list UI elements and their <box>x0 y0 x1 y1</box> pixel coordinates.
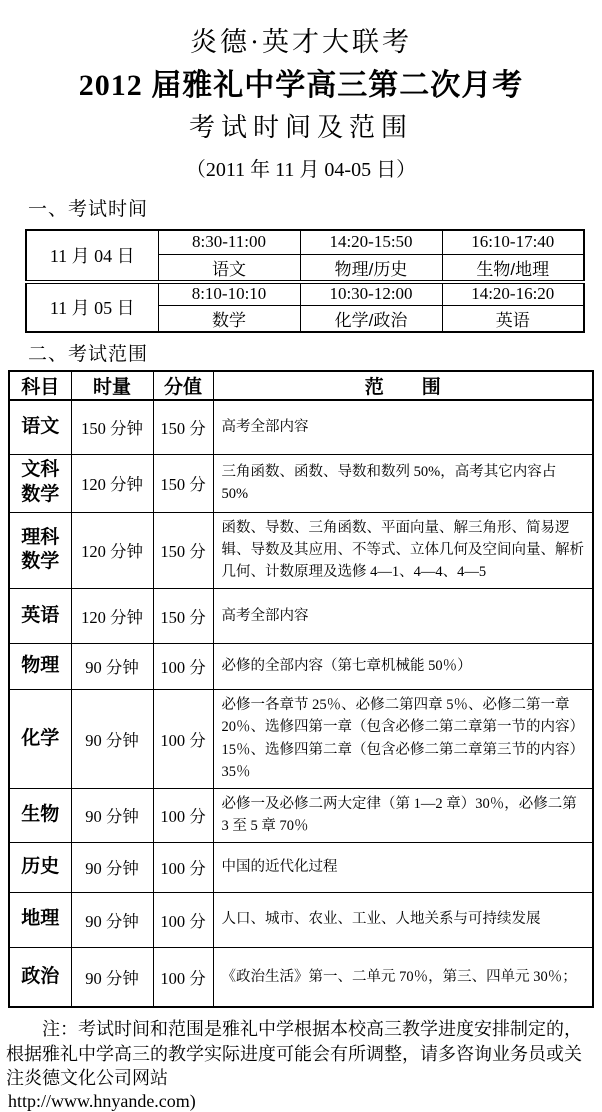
range-cell: 高考全部内容 <box>213 588 593 643</box>
subject-cell: 化学 <box>9 689 71 788</box>
subject-cell: 历史 <box>9 842 71 892</box>
schedule-time-cell: 8:10-10:10 <box>158 282 300 306</box>
schedule-date-cell: 11 月 05 日 <box>26 282 158 333</box>
table-row <box>9 643 593 689</box>
table-row <box>9 788 593 842</box>
table-row <box>9 512 593 588</box>
website-url: http://www.hnyande.com) <box>8 1091 196 1112</box>
table-row <box>9 689 593 788</box>
duration-cell: 120 分钟 <box>71 588 153 643</box>
table-row <box>26 230 584 254</box>
table-row <box>9 892 593 947</box>
table-row <box>9 842 593 892</box>
range-cell: 函数、导数、三角函数、平面向量、解三角形、简易逻辑、导数及其应用、不等式、立体几何及空间向量、解析几何、计数原理及选修 4—1、4—4、4—5 <box>213 512 593 588</box>
subject-cell: 英语 <box>9 588 71 643</box>
score-cell: 100 分 <box>153 643 213 689</box>
duration-cell: 90 分钟 <box>71 643 153 689</box>
table-row <box>9 454 593 512</box>
column-header-subject: 科目 <box>9 371 71 400</box>
duration-cell: 150 分钟 <box>71 400 153 454</box>
range-cell: 三角函数、函数、导数和数列 50%，高考其它内容占 50% <box>213 454 593 512</box>
schedule-time-cell: 16:10-17:40 <box>442 230 584 254</box>
subject-cell: 政治 <box>9 947 71 1007</box>
subject-cell: 地理 <box>9 892 71 947</box>
duration-cell: 120 分钟 <box>71 512 153 588</box>
exam-scope-table <box>8 370 594 1008</box>
duration-cell: 120 分钟 <box>71 454 153 512</box>
schedule-time-cell: 10:30-12:00 <box>300 282 442 306</box>
range-cell: 必修一及必修二两大定律（第 1—2 章）30％，必修二第 3 至 5 章 70％ <box>213 788 593 842</box>
schedule-subject-cell: 物理/历史 <box>300 254 442 282</box>
range-cell: 中国的近代化过程 <box>213 842 593 892</box>
duration-cell: 90 分钟 <box>71 842 153 892</box>
subject-cell: 语文 <box>9 400 71 454</box>
subject-cell: 文科数学 <box>9 454 71 512</box>
schedule-subject-cell: 化学/政治 <box>300 306 442 333</box>
score-cell: 100 分 <box>153 689 213 788</box>
document-page <box>0 20 602 1112</box>
score-cell: 150 分 <box>153 588 213 643</box>
range-cell: 人口、城市、农业、工业、人地关系与可持续发展 <box>213 892 593 947</box>
score-cell: 100 分 <box>153 788 213 842</box>
score-cell: 100 分 <box>153 842 213 892</box>
table-row <box>9 947 593 1007</box>
subject-cell: 理科数学 <box>9 512 71 588</box>
score-cell: 100 分 <box>153 892 213 947</box>
score-cell: 100 分 <box>153 947 213 1007</box>
range-cell: 高考全部内容 <box>213 400 593 454</box>
schedule-subject-cell: 生物/地理 <box>442 254 584 282</box>
section1-heading: 一、考试时间 <box>28 199 149 220</box>
range-cell: 必修一各章节 25％、必修二第四章 5％、必修二第一章 20％、选修四第一章（包含必修二第二章第一节的内容）15％、选修四第二章（包含必修二第二章第三节的内容）35％ <box>213 689 593 788</box>
score-cell: 150 分 <box>153 512 213 588</box>
duration-cell: 90 分钟 <box>71 947 153 1007</box>
schedule-subject-cell: 英语 <box>442 306 584 333</box>
schedule-subject-cell: 数学 <box>158 306 300 333</box>
subject-cell: 物理 <box>9 643 71 689</box>
duration-cell: 90 分钟 <box>71 892 153 947</box>
range-cell: 必修的全部内容（第七章机械能 50％） <box>213 643 593 689</box>
schedule-time-cell: 14:20-15:50 <box>300 230 442 254</box>
range-cell: 《政治生活》第一、二单元 70％，第三、四单元 30％； <box>213 947 593 1007</box>
column-header-range: 范 围 <box>213 371 593 400</box>
column-header-score: 分值 <box>153 371 213 400</box>
score-cell: 150 分 <box>153 454 213 512</box>
score-cell: 150 分 <box>153 400 213 454</box>
schedule-subject-cell: 语文 <box>158 254 300 282</box>
schedule-time-cell: 8:30-11:00 <box>158 230 300 254</box>
exam-time-table <box>25 229 585 333</box>
table-header-row <box>9 371 593 400</box>
column-header-duration: 时量 <box>71 371 153 400</box>
schedule-time-cell: 14:20-16:20 <box>442 282 584 306</box>
brand-title: 炎德·英才大联考 <box>190 27 412 57</box>
exam-subtitle: 考试时间及范围 <box>188 113 413 142</box>
exam-title: 2012 届雅礼中学高三第二次月考 <box>78 69 524 102</box>
table-row <box>26 282 584 306</box>
exam-date-range: （2011 年 11 月 04-05 日） <box>185 159 417 181</box>
section2-heading: 二、考试范围 <box>28 344 149 365</box>
table-row <box>9 588 593 643</box>
duration-cell: 90 分钟 <box>71 689 153 788</box>
subject-cell: 生物 <box>9 788 71 842</box>
duration-cell: 90 分钟 <box>71 788 153 842</box>
footnote-text: 注：考试时间和范围是雅礼中学根据本校高三教学进度安排制定的，根据雅礼中学高三的教学实际进度可能会有所调整，请多咨询业务员或关注炎德文化公司网站 <box>6 1019 582 1088</box>
table-row <box>9 400 593 454</box>
schedule-date-cell: 11 月 04 日 <box>26 230 158 282</box>
